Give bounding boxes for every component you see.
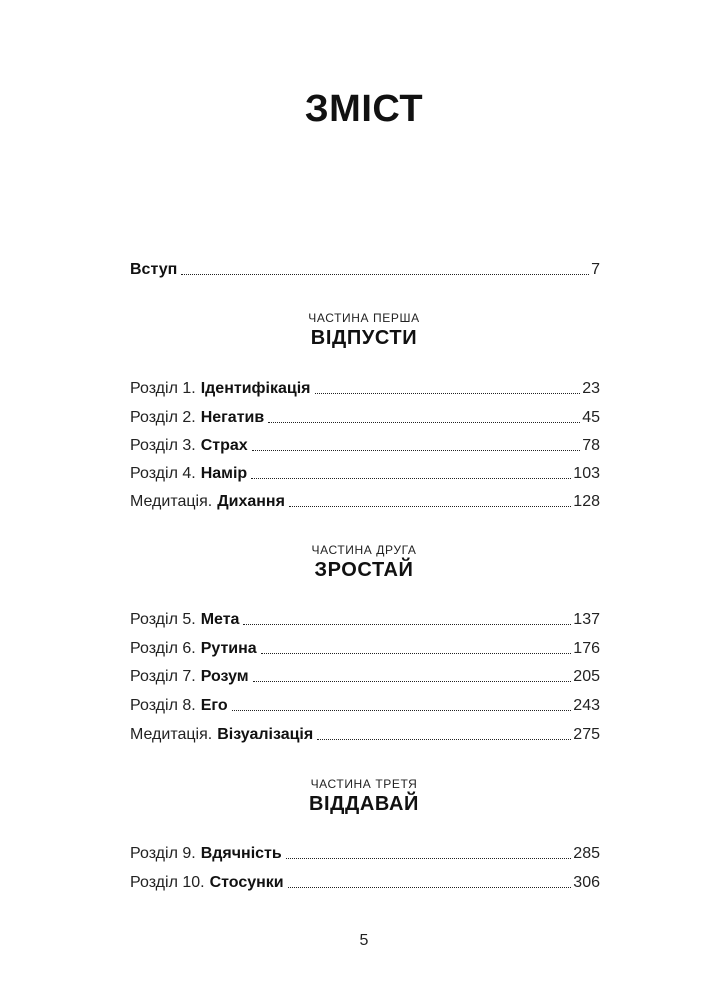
dot-leader <box>181 274 589 275</box>
toc-entry-prefix: Розділ 10. <box>130 874 205 891</box>
toc-entry[interactable] <box>130 377 600 399</box>
toc-entry-title: Негатив <box>200 409 265 426</box>
toc-entry-page: 306 <box>573 874 600 891</box>
toc-entry[interactable] <box>130 406 600 428</box>
part-label: ЧАСТИНА ТРЕТЯ <box>310 777 418 791</box>
dot-leader <box>289 506 571 507</box>
toc-entry-prefix: Розділ 4. <box>130 465 196 482</box>
toc-entry-page: 78 <box>582 437 600 454</box>
toc-entry-title: Намір <box>200 465 248 482</box>
page-number: 5 <box>359 932 369 949</box>
toc-entry[interactable] <box>130 637 600 659</box>
toc-entry-title: Стосунки <box>209 874 284 891</box>
dot-leader <box>288 887 572 888</box>
toc-entry-page: 137 <box>573 611 600 628</box>
toc-entry-title: Страх <box>200 437 248 454</box>
toc-entry-title: Розум <box>200 668 249 685</box>
part-label: ЧАСТИНА ДРУГА <box>311 543 417 557</box>
toc-entry-prefix: Медитація. <box>130 726 213 743</box>
dot-leader <box>315 393 581 394</box>
toc-entry-prefix: Розділ 1. <box>130 380 196 397</box>
toc-entry-page: 243 <box>573 697 600 714</box>
dot-leader <box>232 710 572 711</box>
toc-entry-title: Мета <box>200 611 240 628</box>
dot-leader <box>243 624 571 625</box>
toc-entry[interactable] <box>130 871 600 893</box>
toc-entry[interactable] <box>130 842 600 864</box>
toc-entry-page: 45 <box>582 409 600 426</box>
toc-entry[interactable] <box>130 723 600 745</box>
toc-entry-title: Візуалізація <box>217 726 314 743</box>
toc-entry-title: Его <box>200 697 228 714</box>
toc-entry-prefix: Розділ 6. <box>130 640 196 657</box>
toc-entry-prefix: Розділ 7. <box>130 668 196 685</box>
toc-entry-page: 275 <box>573 726 600 743</box>
toc-entry[interactable] <box>130 608 600 630</box>
dot-leader <box>317 739 571 740</box>
toc-entry-page: 103 <box>573 465 600 482</box>
toc-entry-prefix: Розділ 3. <box>130 437 196 454</box>
toc-entry-title: Ідентифікація <box>200 380 311 397</box>
page-title: ЗМІСТ <box>304 88 424 130</box>
toc-entry-page: 205 <box>573 668 600 685</box>
toc-entry[interactable] <box>130 462 600 484</box>
dot-leader <box>261 653 572 654</box>
dot-leader <box>251 478 571 479</box>
toc-entry-prefix: Медитація. <box>130 493 213 510</box>
toc-entry[interactable] <box>130 490 600 512</box>
toc-entry-title: Рутина <box>200 640 257 657</box>
toc-entry-prefix: Розділ 2. <box>130 409 196 426</box>
dot-leader <box>268 422 580 423</box>
toc-entry-title: Дихання <box>217 493 285 510</box>
toc-entry-title: Вдячність <box>200 845 282 862</box>
toc-entry[interactable] <box>130 694 600 716</box>
toc-entry-title: Вступ <box>130 261 178 278</box>
dot-leader <box>252 450 581 451</box>
toc-entry[interactable] <box>130 665 600 687</box>
toc-entry-prefix: Розділ 5. <box>130 611 196 628</box>
dot-leader <box>253 681 572 682</box>
toc-entry-prefix: Розділ 8. <box>130 697 196 714</box>
part-label: ЧАСТИНА ПЕРША <box>308 311 420 325</box>
toc-entry-page: 285 <box>573 845 600 862</box>
part-title: ВІДДАВАЙ <box>308 793 419 815</box>
toc-entry-page: 7 <box>591 261 600 278</box>
dot-leader <box>286 858 572 859</box>
toc-entry-page: 128 <box>573 493 600 510</box>
toc-entry-intro[interactable] <box>130 258 600 280</box>
toc-entry[interactable] <box>130 434 600 456</box>
part-title: ЗРОСТАЙ <box>314 559 414 581</box>
toc-entry-page: 23 <box>582 380 600 397</box>
part-title: ВІДПУСТИ <box>310 327 418 349</box>
toc-entry-page: 176 <box>573 640 600 657</box>
toc-entry-prefix: Розділ 9. <box>130 845 196 862</box>
